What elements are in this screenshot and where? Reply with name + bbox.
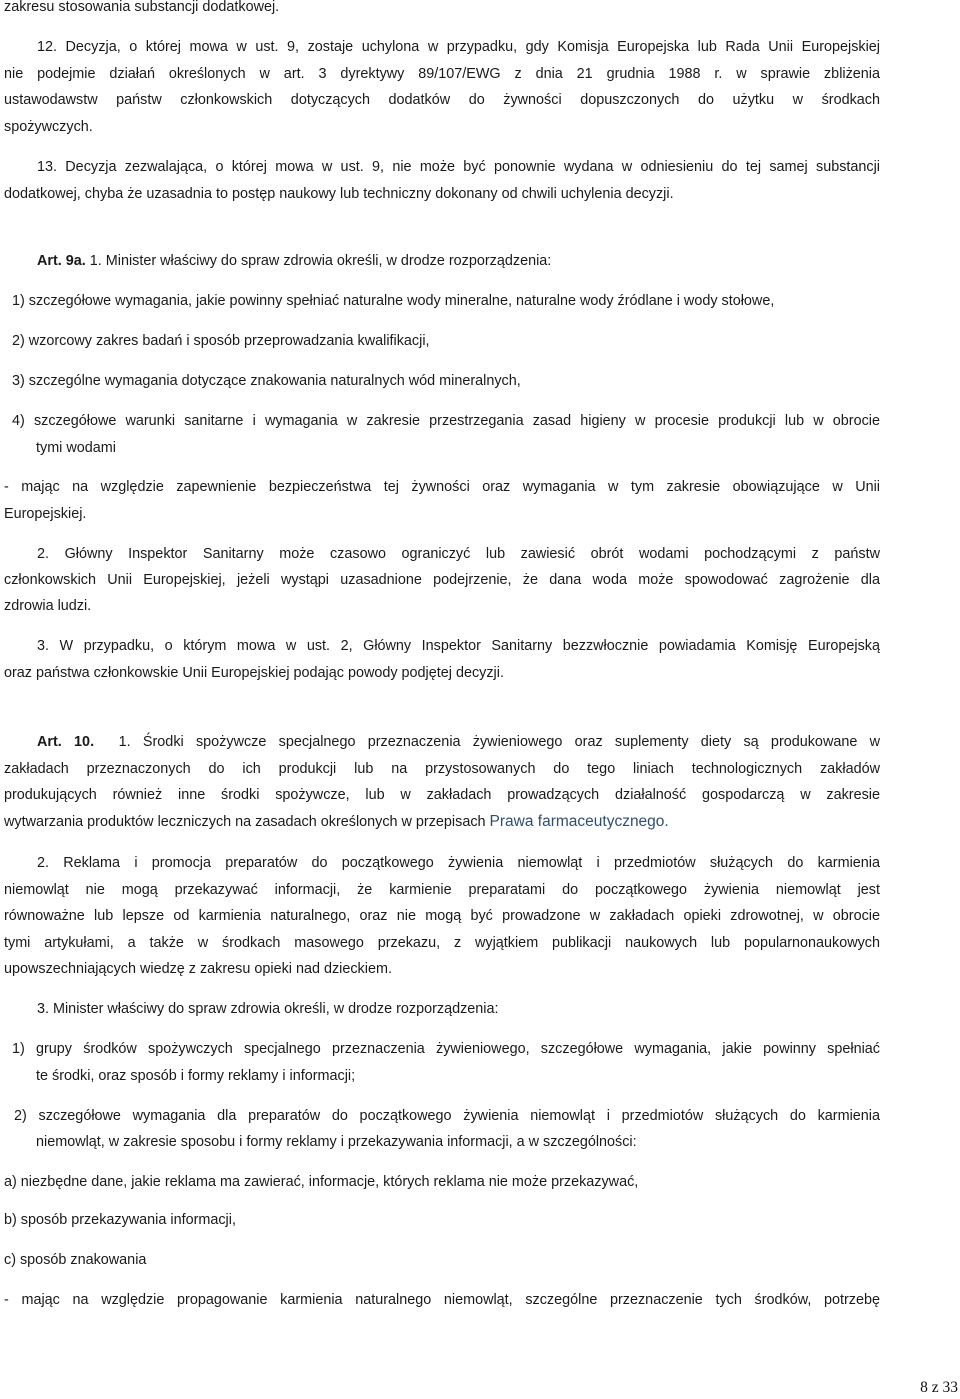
art-9a-intro: 1. Minister właściwy do spraw zdrowia określi, w drodze rozporządzenia: xyxy=(89,253,552,269)
paragraph-12-line2: nie podejmie działań określonych w art. 3 dyrektywy 89/107/EWG z dnia 21 grudnia 1988 r. w sprawie zbliżenia xyxy=(4,66,880,82)
art-9a-ust3-line2: oraz państwa członkowskie Unii Europejskiej podając powody podjętej decyzji. xyxy=(4,665,504,681)
art-10-ust2-line5: upowszechniających wiedzę z zakresu opieki nad dzieckiem. xyxy=(4,961,392,977)
art-10-item-2-line2: niemowląt, w zakresie sposobu i formy reklamy i przekazywania informacji, a w szczególności: xyxy=(36,1134,637,1150)
paragraph-13-line1: 13. Decyzja zezwalająca, o której mowa w ust. 9, nie może być ponownie wydana w odniesieniu do tej samej substancji xyxy=(37,159,880,175)
art-9a-item-1: 1) szczegółowe wymagania, jakie powinny spełniać naturalne wody mineralne, naturalne wody źródlane i wody stołowe, xyxy=(12,293,775,309)
art-9a-item-4-line1: 4) szczegółowe warunki sanitarne i wymagania w zakresie przestrzegania zasad higieny w procesie produkcji lub w obrocie xyxy=(12,413,880,429)
art-9a-ust3-line1: 3. W przypadku, o którym mowa w ust. 2, Główny Inspektor Sanitarny bezzwłocznie powiadamia Komisję Europejską xyxy=(37,638,880,654)
art-10-item-1-line1: 1) grupy środków spożywczych specjalnego przeznaczenia żywieniowego, szczegółowe wymagania, jakie powinny spełniać xyxy=(12,1041,880,1057)
art-10-ust2-line4: tymi artykułami, a także w środkach masowego przekazu, z wyjątkiem publikacji naukowych lub popularnonaukowych xyxy=(4,935,880,951)
art-10-item-2-line1: 2) szczegółowe wymagania dla preparatów do początkowego żywienia niemowląt i przedmiotów służących do karmienia xyxy=(14,1108,880,1124)
art-10-ust2-line3: równoważne lub lepsze od karmienia naturalnego, oraz nie mogą być prowadzone w zakładach opieki zdrowotnej, w obrocie xyxy=(4,908,880,924)
prawa-farmaceutycznego-link[interactable]: Prawa farmaceutycznego xyxy=(489,813,665,830)
art-9a-closing-line1: - mając na względzie zapewnienie bezpieczeństwa tej żywności oraz wymagania w tym zakresie obowiązujące w Unii xyxy=(4,479,880,495)
paragraph-13-line2: dodatkowej, chyba że uzasadnia to postęp naukowy lub techniczny dokonany od chwili uchylenia decyzji. xyxy=(4,186,674,202)
art-9a-closing-line2: Europejskiej. xyxy=(4,506,87,522)
art-9a-item-2: 2) wzorcowy zakres badań i sposób przeprowadzania kwalifikacji, xyxy=(12,333,430,349)
art-10-sub-b: b) sposób przekazywania informacji, xyxy=(4,1212,236,1228)
art-9a-item-3: 3) szczególne wymagania dotyczące znakowania naturalnych wód mineralnych, xyxy=(12,373,521,389)
paragraph-12-line3: ustawodawstw państw członkowskich dotyczących dodatków do żywności dopuszczonych do użytku w środkach xyxy=(4,92,880,108)
article-heading: Art. 9a. xyxy=(37,253,86,269)
art-10-ust1-line2: zakładach przeznaczonych do ich produkcji lub na przystosowanych do tego liniach technologicznych zakładów xyxy=(4,761,880,777)
continuation-line: zakresu stosowania substancji dodatkowej. xyxy=(4,0,280,15)
art-10-closing: - mając na względzie propagowanie karmienia naturalnego niemowląt, szczególne przeznaczenie tych środków, potrzebę xyxy=(4,1292,880,1308)
art-10-ust1-line4-text: wytwarzania produktów leczniczych na zasadach określonych w przepisach xyxy=(4,814,486,830)
art-10-line1 xyxy=(37,729,880,756)
art-10-item-1-line2: te środki, oraz sposób i formy reklamy i informacji; xyxy=(36,1068,356,1084)
art-9a-item-4-line2: tymi wodami xyxy=(36,440,116,456)
art-10-ust1-line4 xyxy=(4,809,669,836)
art-10-ust1-line3: produkujących również inne środki spożywcze, lub w zakładach prowadzących działalność gospodarczą w zakresie xyxy=(4,787,880,803)
article-heading-10: Art. 10. xyxy=(37,734,95,750)
art-9a-ust2-line2: członkowskich Unii Europejskiej, jeżeli wystąpi uzasadnione podejrzenie, że dana woda może spowodować zagrożenie dla xyxy=(4,572,880,588)
sentence-end: . xyxy=(664,813,669,830)
art-10-ust3: 3. Minister właściwy do spraw zdrowia określi, w drodze rozporządzenia: xyxy=(37,1001,499,1017)
art-10-ust2-line2: niemowląt nie mogą przekazywać informacji, że karmienie preparatami do początkowego żywienia niemowląt jest xyxy=(4,882,880,898)
art-10-sub-c: c) sposób znakowania xyxy=(4,1252,147,1268)
art-9a-ust2-line1: 2. Główny Inspektor Sanitarny może czasowo ograniczyć lub zawiesić obrót wodami pochodzącymi z państw xyxy=(37,546,880,562)
art-9a-ust2-line3: zdrowia ludzi. xyxy=(4,598,92,614)
page-number: 8 z 33 xyxy=(920,1379,958,1396)
art-10-sub-a: a) niezbędne dane, jakie reklama ma zawierać, informacje, których reklama nie może przekazywać, xyxy=(4,1174,639,1190)
art-10-ust1-start: 1. Środki spożywcze specjalnego przeznaczenia żywieniowego oraz suplementy diety są produkowane w xyxy=(118,734,881,750)
paragraph-12-line1: 12. Decyzja, o której mowa w ust. 9, zostaje uchylona w przypadku, gdy Komisja Europejska lub Rada Unii Europejskiej xyxy=(37,39,880,55)
art-9a-line xyxy=(37,248,551,275)
art-10-ust2-line1: 2. Reklama i promocja preparatów do początkowego żywienia niemowląt i przedmiotów służących do karmienia xyxy=(37,855,880,871)
paragraph-12-line4: spożywczych. xyxy=(4,119,93,135)
